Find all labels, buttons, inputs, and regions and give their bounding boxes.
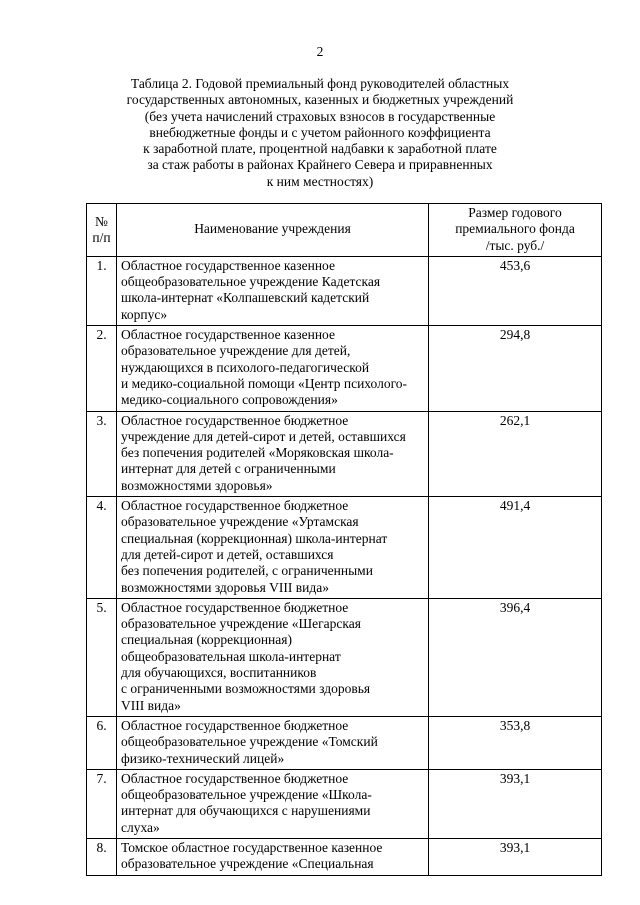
institution-name-line: общеобразовательное учреждение Кадетская [121, 274, 381, 290]
row-number: 3. [87, 411, 117, 496]
institution-name-line: Областное государственное казенное [121, 327, 335, 343]
institution-name-line: без попечения родителей «Моряковская школа- [121, 445, 394, 461]
institution-name-line: специальная (коррекционная) школа-интернат [121, 530, 388, 546]
institution-name-line: Областное государственное бюджетное [121, 412, 349, 428]
title-line: (без учета начислений страховых взносов в государственные [144, 108, 496, 124]
institution-name [117, 497, 429, 599]
header-number-line: № [95, 213, 108, 229]
institution-name-line: физико-технический лицей» [121, 750, 285, 766]
institution-name-line: образовательное учреждение «Специальная [121, 856, 374, 872]
institution-name-line: специальная (коррекционная) [121, 632, 292, 648]
institution-name-line: учреждение для детей-сирот и детей, оставшихся [121, 428, 406, 444]
institution-name-line: интернат для обучающихся с нарушениями [121, 803, 371, 819]
table-row [87, 256, 602, 325]
institution-name-line: Областное государственное бюджетное [121, 599, 349, 615]
title-line: Таблица 2. Годовой премиальный фонд руководителей областных [130, 76, 510, 91]
row-number: 6. [87, 716, 117, 769]
institution-name [117, 716, 429, 769]
title-line: государственных автономных, казенных и бюджетных учреждений [126, 92, 514, 108]
institution-name-line: школа-интернат «Колпашевский кадетский [121, 290, 370, 306]
institution-name-line: Томское областное государственное казенное [121, 839, 383, 855]
header-fund-size [429, 204, 602, 257]
row-number: 1. [87, 256, 117, 325]
title-line: за стаж работы в районах Крайнего Севера и приравненных [147, 157, 493, 173]
fund-value: 453,6 [429, 256, 602, 325]
fund-value: 294,8 [429, 326, 602, 411]
table-row [87, 838, 602, 875]
institution-name-line: образовательное учреждение «Уртамская [121, 514, 359, 530]
title-line: внебюджетные фонды и с учетом районного коэффициента [149, 124, 491, 140]
institution-name-line: общеобразовательная школа-интернат [121, 648, 341, 664]
institution-name-line: слуха» [121, 819, 160, 835]
fund-value: 396,4 [429, 598, 602, 716]
table-body [87, 256, 602, 875]
institution-name [117, 598, 429, 716]
institution-name-line: общеобразовательное учреждение «Школа- [121, 787, 372, 803]
institution-name-line: Областное государственное бюджетное [121, 498, 349, 514]
table-row [87, 598, 602, 716]
institution-name-line: для обучающихся, воспитанников [121, 665, 317, 681]
institution-name-line: и медико-социальной помощи «Центр психолого- [121, 375, 408, 391]
institution-name-line: для детей-сирот и детей, оставшихся [121, 546, 334, 562]
header-number-line: п/п [92, 229, 111, 245]
table-title [110, 76, 530, 190]
fund-value: 393,1 [429, 838, 602, 875]
institution-name-line: общеобразовательное учреждение «Томский [121, 734, 378, 750]
institution-name [117, 411, 429, 496]
fund-value: 353,8 [429, 716, 602, 769]
header-size-line: /тыс. руб./ [485, 237, 545, 253]
row-number: 2. [87, 326, 117, 411]
institution-name-line: Областное государственное бюджетное [121, 770, 349, 786]
institution-name-line: Областное государственное казенное [121, 257, 335, 273]
institution-name [117, 769, 429, 838]
table-row [87, 411, 602, 496]
institution-name-line: образовательное учреждение для детей, [121, 343, 351, 359]
row-number: 4. [87, 497, 117, 599]
institution-name [117, 838, 429, 875]
institution-name-line: медико-социального сопровождения» [121, 392, 338, 408]
header-size-line: Размер годового [468, 205, 562, 220]
institution-name-line: возможностями здоровья VIII вида» [121, 579, 329, 595]
title-line: к ним местностях) [266, 173, 374, 189]
institution-name [117, 326, 429, 411]
row-number: 7. [87, 769, 117, 838]
institution-name-line: без попечения родителей, с ограниченными [121, 563, 373, 579]
table-row [87, 497, 602, 599]
fund-value: 393,1 [429, 769, 602, 838]
fund-value: 491,4 [429, 497, 602, 599]
title-line: к заработной плате, процентной надбавки к заработной плате [143, 141, 497, 157]
institution-name [117, 256, 429, 325]
header-institution-name: Наименование учреждения [117, 204, 429, 257]
institution-name-line: нуждающихся в психолого-педагогической [121, 359, 370, 375]
institution-name-line: интернат для детей с ограниченными [121, 461, 336, 477]
institution-name-line: корпус» [121, 306, 168, 322]
fund-value: 262,1 [429, 411, 602, 496]
page-number: 2 [316, 44, 324, 59]
row-number: 8. [87, 838, 117, 875]
table-row [87, 769, 602, 838]
row-number: 5. [87, 598, 117, 716]
premium-fund-table [86, 203, 602, 876]
table-row [87, 326, 602, 411]
institution-name-line: Областное государственное бюджетное [121, 717, 349, 733]
table-header-row [87, 204, 602, 257]
institution-name-line: образовательное учреждение «Шегарская [121, 616, 361, 632]
header-number [87, 204, 117, 257]
institution-name-line: с ограниченными возможностями здоровья [121, 681, 371, 697]
institution-name-line: VIII вида» [121, 697, 181, 713]
header-size-line: премиального фонда [455, 221, 575, 237]
institution-name-line: возможностями здоровья» [121, 477, 273, 493]
table-row [87, 716, 602, 769]
